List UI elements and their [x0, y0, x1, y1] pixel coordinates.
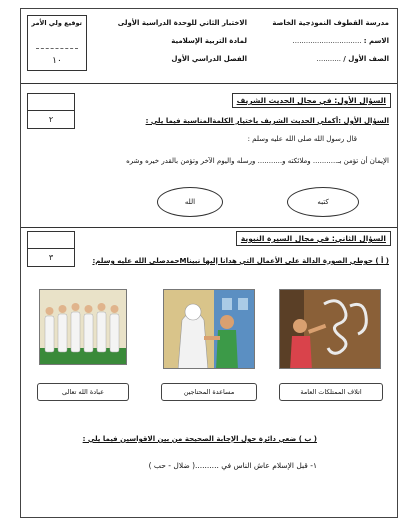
q2-title: السؤال الثاني: في مجال السيرة النبوية [236, 231, 391, 246]
name-label: الاسم : [363, 37, 389, 45]
exam-page [20, 8, 398, 518]
option-kutubih[interactable] [287, 187, 359, 217]
guardian-signature-label: توقيع ولي الأمر [31, 19, 82, 27]
q1-hadith-text[interactable]: الإيمان أن تؤمن بـ........... وملائكته و........... ورسله واليوم الآخر وتؤمن بالقدر خيره وشره [126, 157, 389, 165]
header-separator [21, 83, 397, 84]
vandalism-picture[interactable] [279, 289, 381, 369]
q1-score-box [27, 93, 75, 129]
exam-title: الاختبار الثاني للوحدة الدراسية الأولى [117, 19, 247, 27]
subject-name: لمادة التربية الإسلامية [171, 37, 247, 45]
q2-item-1[interactable]: ١- قبل الإسلام عاش الناس في ..........( ضلال - حب ) [148, 461, 317, 470]
grade-row [317, 55, 389, 63]
q2-part-a: ( أ ) حوطي الصورة الدالة على الأعمال التي هدانا إليها نبيناMحمدصلى الله عليه وسلم: [92, 257, 389, 265]
q2-score: ٣ [48, 253, 54, 262]
total-score: ١٠ [52, 56, 62, 66]
name-row [293, 37, 389, 45]
grade-blank[interactable]: ........... [316, 55, 342, 63]
term-name: الفصل الدراسي الأول [171, 55, 247, 63]
q2-score-box [27, 231, 75, 267]
name-blank[interactable]: ............................... [292, 37, 362, 45]
q1-instruction: السؤال الأول :أكملي الحديث الشريف باختيار الكلمةالمناسبة فيما يلي : [145, 117, 389, 125]
q1-hadith-intro: قال رسول الله صلى الله عليه وسلم : [247, 135, 357, 143]
caption-vandalism: اتلاف الممتلكات العامة [279, 383, 383, 401]
q1-title: السؤال الأول: في مجال الحديث الشريف [232, 93, 391, 108]
q1-separator [21, 227, 397, 228]
worship-picture[interactable] [39, 289, 127, 365]
caption-helping: مساعدة المحتاجين [161, 383, 257, 401]
signature-line [36, 48, 78, 49]
school-name: مدرسة القطوف النموذجية الخاصة [272, 19, 389, 27]
grade-label: الصف الأول / [343, 55, 389, 63]
option-kutubih-label: كتبه [317, 198, 329, 206]
guardian-signature-box [27, 15, 87, 71]
option-allah-label: الله [184, 198, 196, 206]
q2-part-b: ( ب ) ضعي دائرة حول الإجابة الصحيحة من بين الاقواسين فيما يلي : [82, 435, 317, 443]
caption-worship: عبادة الله تعالى [37, 383, 129, 401]
helping-needy-picture[interactable] [163, 289, 255, 369]
q1-score: ٢ [48, 115, 54, 124]
option-allah[interactable] [157, 187, 223, 217]
